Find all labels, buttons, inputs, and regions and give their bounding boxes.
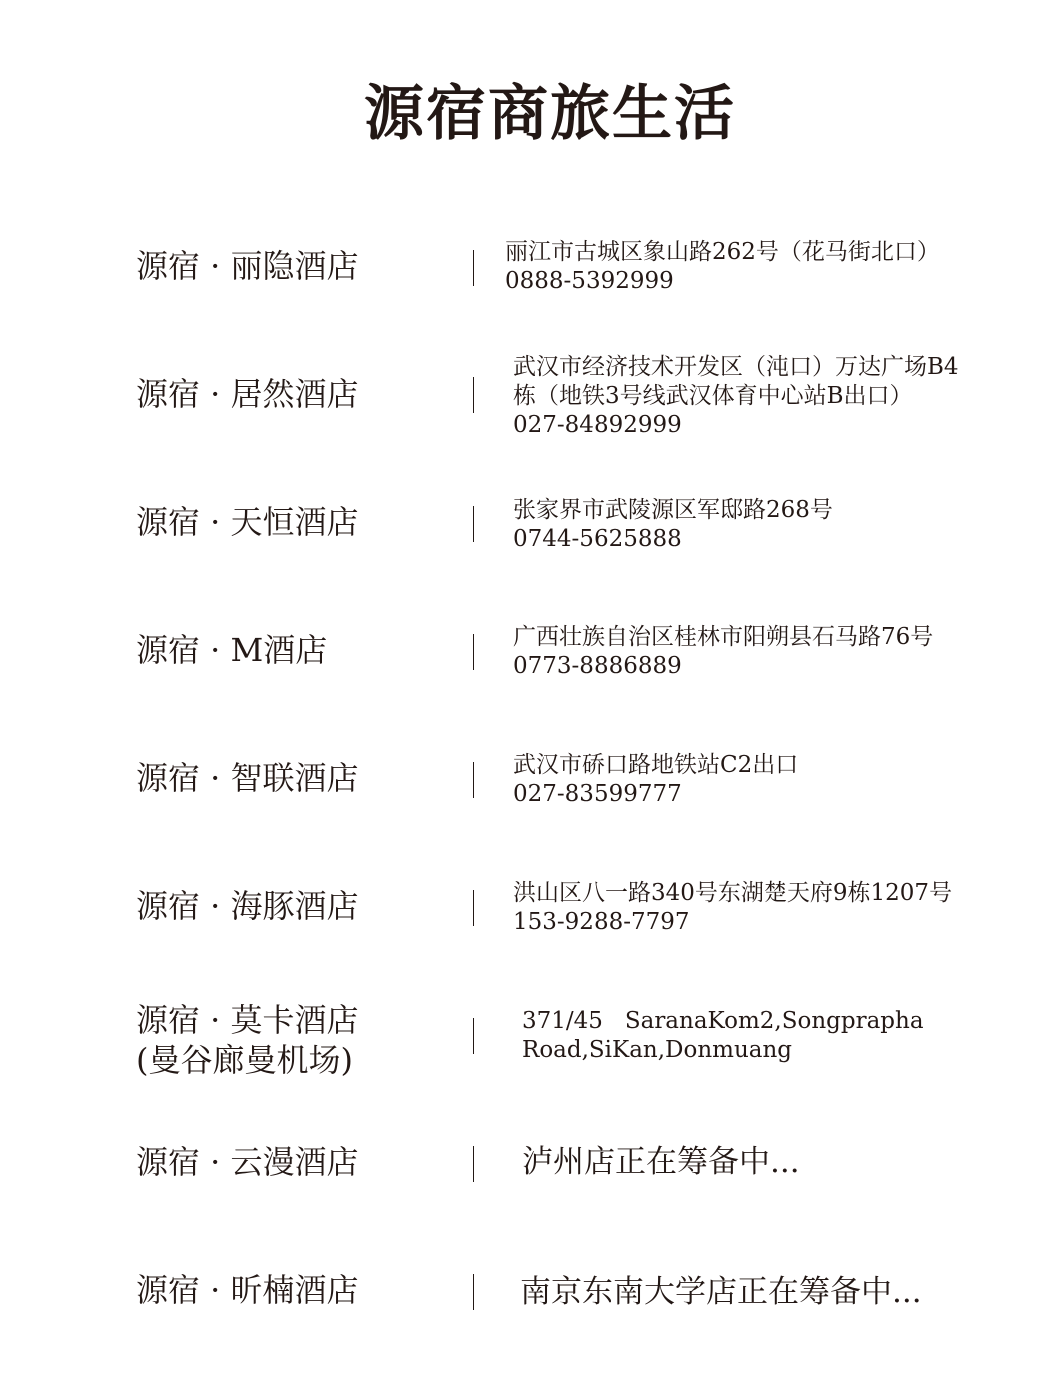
hotel-name: 源宿 · 天恒酒店 [136, 503, 359, 541]
page-title: 源宿商旅生活 [364, 79, 736, 149]
hotel-phone: 027-84892999 [513, 412, 682, 438]
hotel-name: 源宿 · 居然酒店 [136, 375, 359, 413]
hotel-info [513, 623, 933, 681]
divider [473, 377, 474, 413]
hotel-info [520, 1272, 922, 1312]
hotel-address-line2: 栋（地铁3号线武汉体育中心站B出口） [513, 383, 913, 409]
hotel-name-line1: 源宿 · 莫卡酒店 [136, 1001, 359, 1039]
divider [473, 762, 474, 798]
hotel-info [513, 353, 959, 440]
hotel-phone: 0888-5392999 [505, 268, 674, 294]
hotel-info [513, 879, 952, 937]
hotel-name: 源宿 · 云漫酒店 [136, 1143, 359, 1181]
hotel-address: 武汉市经济技术开发区（沌口）万达广场B4 [513, 354, 959, 380]
hotel-address: 武汉市硚口路地铁站C2出口 [513, 752, 799, 778]
hotel-status: 泸州店正在筹备中... [522, 1144, 800, 1180]
hotel-name: 源宿 · M酒店 [136, 631, 328, 669]
hotel-name: 源宿 · 智联酒店 [136, 759, 359, 797]
hotel-info [522, 1007, 924, 1065]
hotel-info [513, 751, 798, 809]
hotel-address: 371/45 SaranaKom2,Songprapha [522, 1008, 924, 1034]
hotel-address: 张家界市武陵源区军邸路268号 [513, 497, 833, 523]
hotel-name [136, 1000, 359, 1080]
hotel-phone: 153-9288-7797 [513, 909, 690, 935]
divider [473, 1274, 474, 1310]
hotel-info [505, 238, 940, 296]
hotel-name: 源宿 · 海豚酒店 [136, 887, 359, 925]
divider [473, 1146, 474, 1182]
hotel-name-line2: (曼谷廊曼机场) [136, 1041, 353, 1079]
divider [473, 250, 474, 286]
hotel-address-line2: Road,SiKan,Donmuang [522, 1037, 793, 1063]
hotel-name: 源宿 · 昕楠酒店 [136, 1271, 359, 1309]
hotel-address: 洪山区八一路340号东湖楚天府9栋1207号 [513, 880, 953, 906]
hotel-info [513, 496, 833, 554]
hotel-phone: 0744-5625888 [513, 526, 682, 552]
divider [473, 506, 474, 542]
divider [473, 634, 474, 670]
hotel-name: 源宿 · 丽隐酒店 [136, 247, 359, 285]
divider [473, 1018, 474, 1054]
hotel-phone: 0773-8886889 [513, 653, 682, 679]
hotel-phone: 027-83599777 [513, 781, 682, 807]
divider [473, 890, 474, 926]
hotel-address: 广西壮族自治区桂林市阳朔县石马路76号 [513, 624, 934, 650]
hotel-address: 丽江市古城区象山路262号（花马街北口） [505, 239, 940, 265]
hotel-info [522, 1142, 800, 1182]
hotel-status: 南京东南大学店正在筹备中... [520, 1274, 922, 1310]
